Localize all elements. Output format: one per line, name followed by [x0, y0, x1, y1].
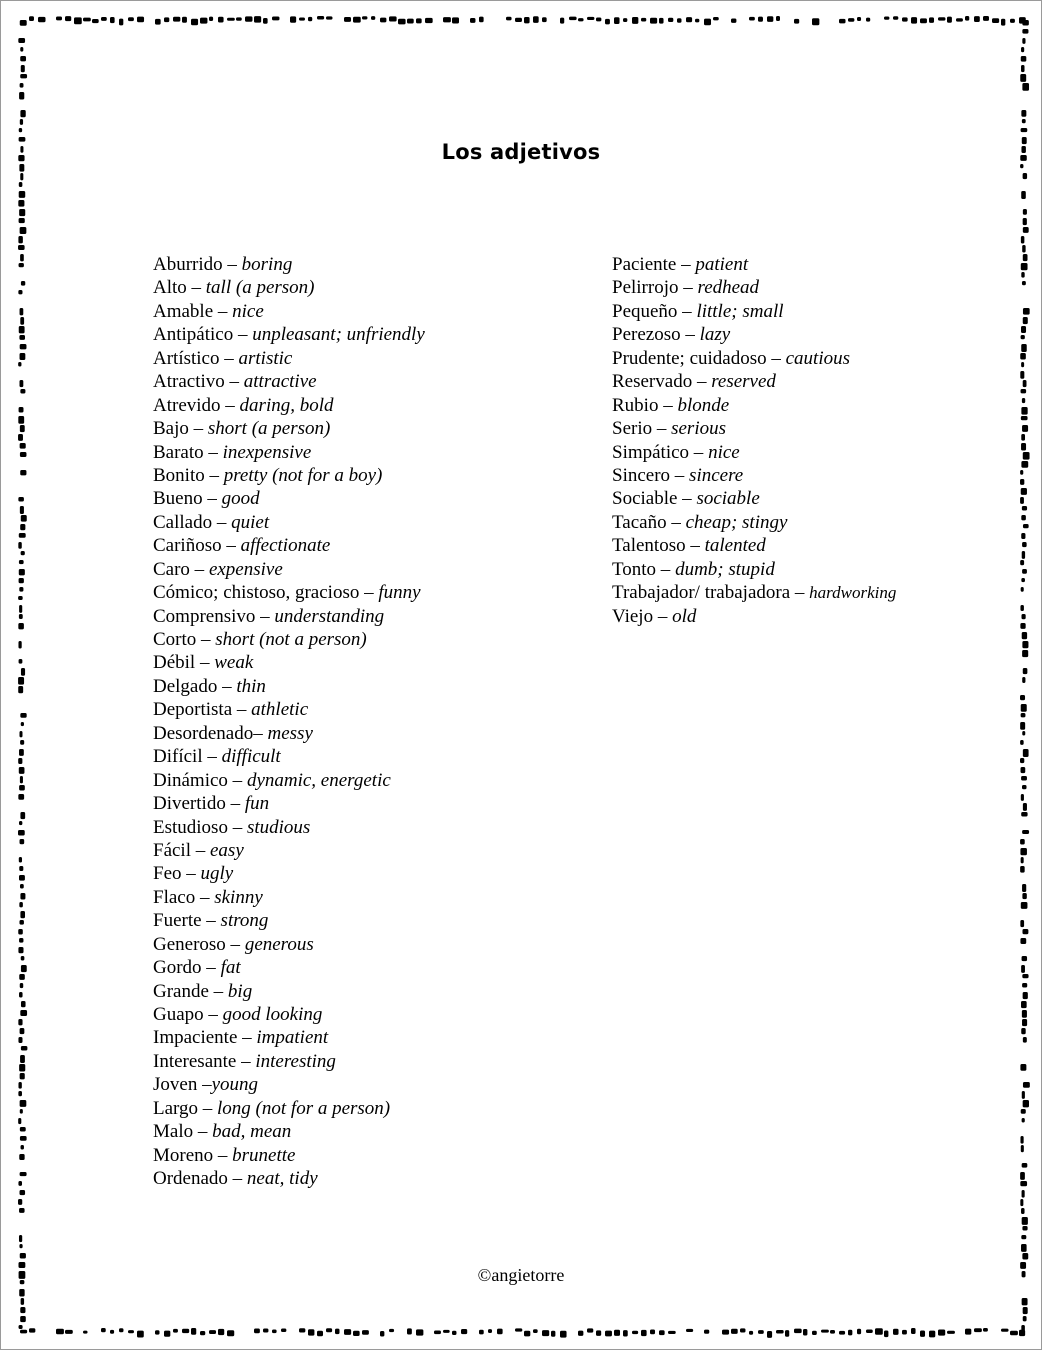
english-translation: fat: [220, 957, 241, 979]
vocab-item: [612, 300, 896, 323]
english-translation: fun: [244, 793, 270, 815]
vocab-item: [612, 487, 896, 510]
english-translation: short (not a person): [215, 629, 367, 650]
english-translation: easy: [210, 839, 244, 861]
vocab-item: [153, 1120, 425, 1143]
vocab-item: [153, 628, 425, 651]
spanish-word: Divertido –: [153, 793, 245, 815]
english-translation: quiet: [231, 511, 270, 533]
vocab-item: [612, 581, 896, 604]
spanish-word: Estudioso –: [153, 816, 247, 838]
spanish-word: Callado –: [153, 511, 232, 533]
spanish-word: Comprensivo –: [153, 605, 275, 627]
vocab-item: [612, 534, 896, 557]
vocab-item: [612, 323, 896, 346]
spanish-word: Sincero –: [612, 464, 690, 486]
vocab-item: [153, 698, 425, 721]
vocab-item: [153, 769, 425, 792]
vocab-item: [153, 816, 425, 839]
english-translation: sociable: [696, 488, 760, 510]
vocab-item: [153, 1167, 425, 1190]
spanish-word: Impaciente –: [153, 1027, 257, 1049]
spanish-word: Generoso –: [153, 933, 245, 955]
english-translation: generous: [244, 933, 314, 955]
vocab-item: [153, 581, 425, 604]
english-translation: patient: [695, 254, 749, 275]
english-translation: neat, tidy: [246, 1168, 318, 1190]
spanish-word: Atractivo –: [153, 371, 244, 393]
english-translation: funny: [378, 582, 421, 604]
spanish-word: Gordo –: [153, 957, 221, 979]
spanish-word: Aburrido –: [153, 254, 242, 275]
spanish-word: Malo –: [153, 1121, 213, 1143]
vocab-item: [153, 323, 425, 346]
english-translation: cheap; stingy: [685, 511, 788, 533]
spanish-word: Dinámico –: [153, 769, 247, 791]
english-translation: young: [211, 1074, 259, 1096]
vocab-item: [153, 417, 425, 440]
spanish-word: Joven –: [153, 1074, 212, 1096]
spanish-word: Deportista –: [153, 699, 252, 721]
vocab-item: [153, 370, 425, 393]
vocab-item: [153, 722, 425, 745]
english-translation: dumb; stupid: [675, 558, 775, 580]
spanish-word: Atrevido –: [153, 394, 240, 416]
vocab-item: [153, 276, 425, 299]
english-translation: cautious: [785, 347, 850, 369]
spanish-word: Fuerte –: [153, 910, 221, 932]
english-translation: difficult: [221, 746, 281, 768]
spanish-word: Pequeño –: [612, 300, 697, 322]
vocab-item: [153, 605, 425, 628]
english-translation: pretty (not for a boy): [223, 464, 383, 486]
vocab-item: [153, 862, 425, 885]
english-translation: thin: [236, 675, 266, 697]
spanish-word: Largo –: [153, 1097, 218, 1119]
english-translation: studious: [246, 816, 311, 838]
spanish-word: Delgado –: [153, 675, 237, 697]
spanish-word: Cómico; chistoso, gracioso –: [153, 582, 379, 604]
spanish-word: Bonito –: [153, 464, 224, 486]
spanish-word: Guapo –: [153, 1004, 223, 1025]
spanish-word: Antipático –: [153, 324, 253, 346]
vocab-item: [612, 394, 896, 417]
spanish-word: Grande –: [153, 980, 228, 1002]
spanish-word: Tacaño –: [612, 511, 686, 533]
english-translation: unpleasant; unfriendly: [252, 324, 425, 346]
english-translation: big: [227, 980, 253, 1002]
spanish-word: Ordenado –: [153, 1168, 247, 1190]
vocab-item: [612, 464, 896, 487]
spanish-word: Talentoso –: [612, 535, 705, 557]
vocab-item: [153, 464, 425, 487]
english-translation: hardworking: [809, 583, 897, 603]
spanish-word: Bajo –: [153, 418, 208, 440]
vocab-item: [153, 511, 425, 534]
spanish-word: Artístico –: [153, 347, 239, 369]
english-translation: affectionate: [240, 535, 331, 557]
english-translation: serious: [671, 418, 727, 440]
english-translation: weak: [214, 652, 254, 674]
english-translation: strong: [220, 910, 269, 932]
vocab-item: [612, 253, 896, 276]
spanish-word: Rubio –: [612, 394, 678, 416]
vocab-item: [153, 956, 425, 979]
vocab-list-left: [153, 253, 425, 1191]
vocab-item: [153, 441, 425, 464]
english-translation: little; small: [696, 300, 784, 322]
english-translation: attractive: [243, 371, 317, 393]
vocab-item: [153, 980, 425, 1003]
vocab-item: [612, 347, 896, 370]
english-translation: daring, bold: [239, 394, 334, 416]
english-translation: reserved: [711, 371, 776, 393]
vocab-item: [153, 1003, 425, 1026]
english-translation: long (not for a person): [217, 1097, 391, 1119]
english-translation: short (a person): [207, 418, 331, 440]
page-title: Los adjetivos: [441, 140, 601, 165]
spanish-word: Perezoso –: [612, 324, 700, 346]
vocab-item: [153, 558, 425, 581]
vocab-item: [612, 558, 896, 581]
spanish-word: Viejo –: [612, 605, 673, 627]
english-translation: messy: [267, 722, 313, 744]
spanish-word: Trabajador/ trabajadora –: [612, 582, 810, 604]
english-translation: sincere: [689, 464, 744, 486]
vocab-item: [153, 534, 425, 557]
spanish-word: Paciente –: [612, 254, 696, 275]
vocab-item: [153, 394, 425, 417]
spanish-word: Reservado –: [612, 371, 712, 393]
vocab-item: [612, 276, 896, 299]
english-translation: good looking: [222, 1004, 323, 1025]
spanish-word: Amable –: [153, 300, 233, 322]
vocab-item: [153, 933, 425, 956]
spanish-word: Simpático –: [612, 441, 709, 463]
vocab-item: [612, 370, 896, 393]
spanish-word: Débil –: [153, 652, 215, 674]
english-translation: boring: [241, 254, 293, 275]
vocab-item: [153, 1097, 425, 1120]
vocab-item: [153, 651, 425, 674]
english-translation: understanding: [274, 605, 385, 627]
english-translation: nice: [708, 441, 740, 463]
spanish-word: Fácil –: [153, 839, 210, 861]
vocab-item: [153, 839, 425, 862]
english-translation: skinny: [214, 886, 263, 908]
vocab-item: [153, 675, 425, 698]
copyright-footer: ©angietorre: [477, 1265, 565, 1285]
vocab-item: [153, 1073, 425, 1096]
spanish-word: Feo –: [153, 863, 201, 885]
english-translation: ugly: [200, 863, 234, 885]
spanish-word: Cariñoso –: [153, 535, 241, 557]
english-translation: redhead: [697, 277, 760, 299]
spanish-word: Prudente; cuidadoso –: [612, 347, 786, 369]
english-translation: athletic: [251, 699, 309, 721]
vocab-item: [153, 1144, 425, 1167]
spanish-word: Tonto –: [612, 558, 676, 580]
spanish-word: Bueno –: [153, 488, 222, 510]
english-translation: dynamic, energetic: [246, 769, 391, 791]
english-translation: tall (a person): [205, 277, 315, 299]
vocab-item: [153, 909, 425, 932]
english-translation: good: [221, 488, 260, 510]
vocab-item: [153, 886, 425, 909]
english-translation: lazy: [699, 324, 731, 346]
vocab-item: [153, 1050, 425, 1073]
english-translation: blonde: [677, 394, 730, 416]
vocab-item: [153, 745, 425, 768]
vocab-item: [612, 417, 896, 440]
english-translation: old: [672, 605, 697, 627]
vocab-item: [153, 300, 425, 323]
spanish-word: Caro –: [153, 558, 209, 580]
vocab-list-right: [612, 253, 896, 628]
english-translation: expensive: [208, 558, 283, 580]
vocab-item: [612, 605, 896, 628]
vocab-item: [153, 487, 425, 510]
spanish-word: Moreno –: [153, 1144, 233, 1166]
vocab-item: [153, 253, 425, 276]
english-translation: impatient: [256, 1027, 329, 1049]
english-translation: brunette: [232, 1144, 296, 1166]
spanish-word: Barato –: [153, 441, 223, 463]
vocab-item: [153, 792, 425, 815]
spanish-word: Pelirrojo –: [612, 277, 698, 299]
spanish-word: Interesante –: [153, 1050, 256, 1072]
vocab-item: [612, 441, 896, 464]
spanish-word: Flaco –: [153, 886, 215, 908]
spanish-word: Serio –: [612, 418, 672, 440]
vocab-item: [153, 1026, 425, 1049]
english-translation: inexpensive: [222, 441, 312, 463]
english-translation: bad, mean: [212, 1121, 292, 1143]
spanish-word: Alto –: [153, 277, 206, 299]
english-translation: nice: [232, 300, 264, 322]
english-translation: interesting: [255, 1050, 336, 1072]
english-translation: talented: [704, 535, 766, 557]
vocab-item: [153, 347, 425, 370]
spanish-word: Difícil –: [153, 746, 222, 768]
vocab-item: [612, 511, 896, 534]
english-translation: artistic: [238, 347, 293, 369]
spanish-word: Desordenado–: [153, 722, 268, 744]
spanish-word: Sociable –: [612, 488, 697, 510]
spanish-word: Corto –: [153, 629, 216, 650]
